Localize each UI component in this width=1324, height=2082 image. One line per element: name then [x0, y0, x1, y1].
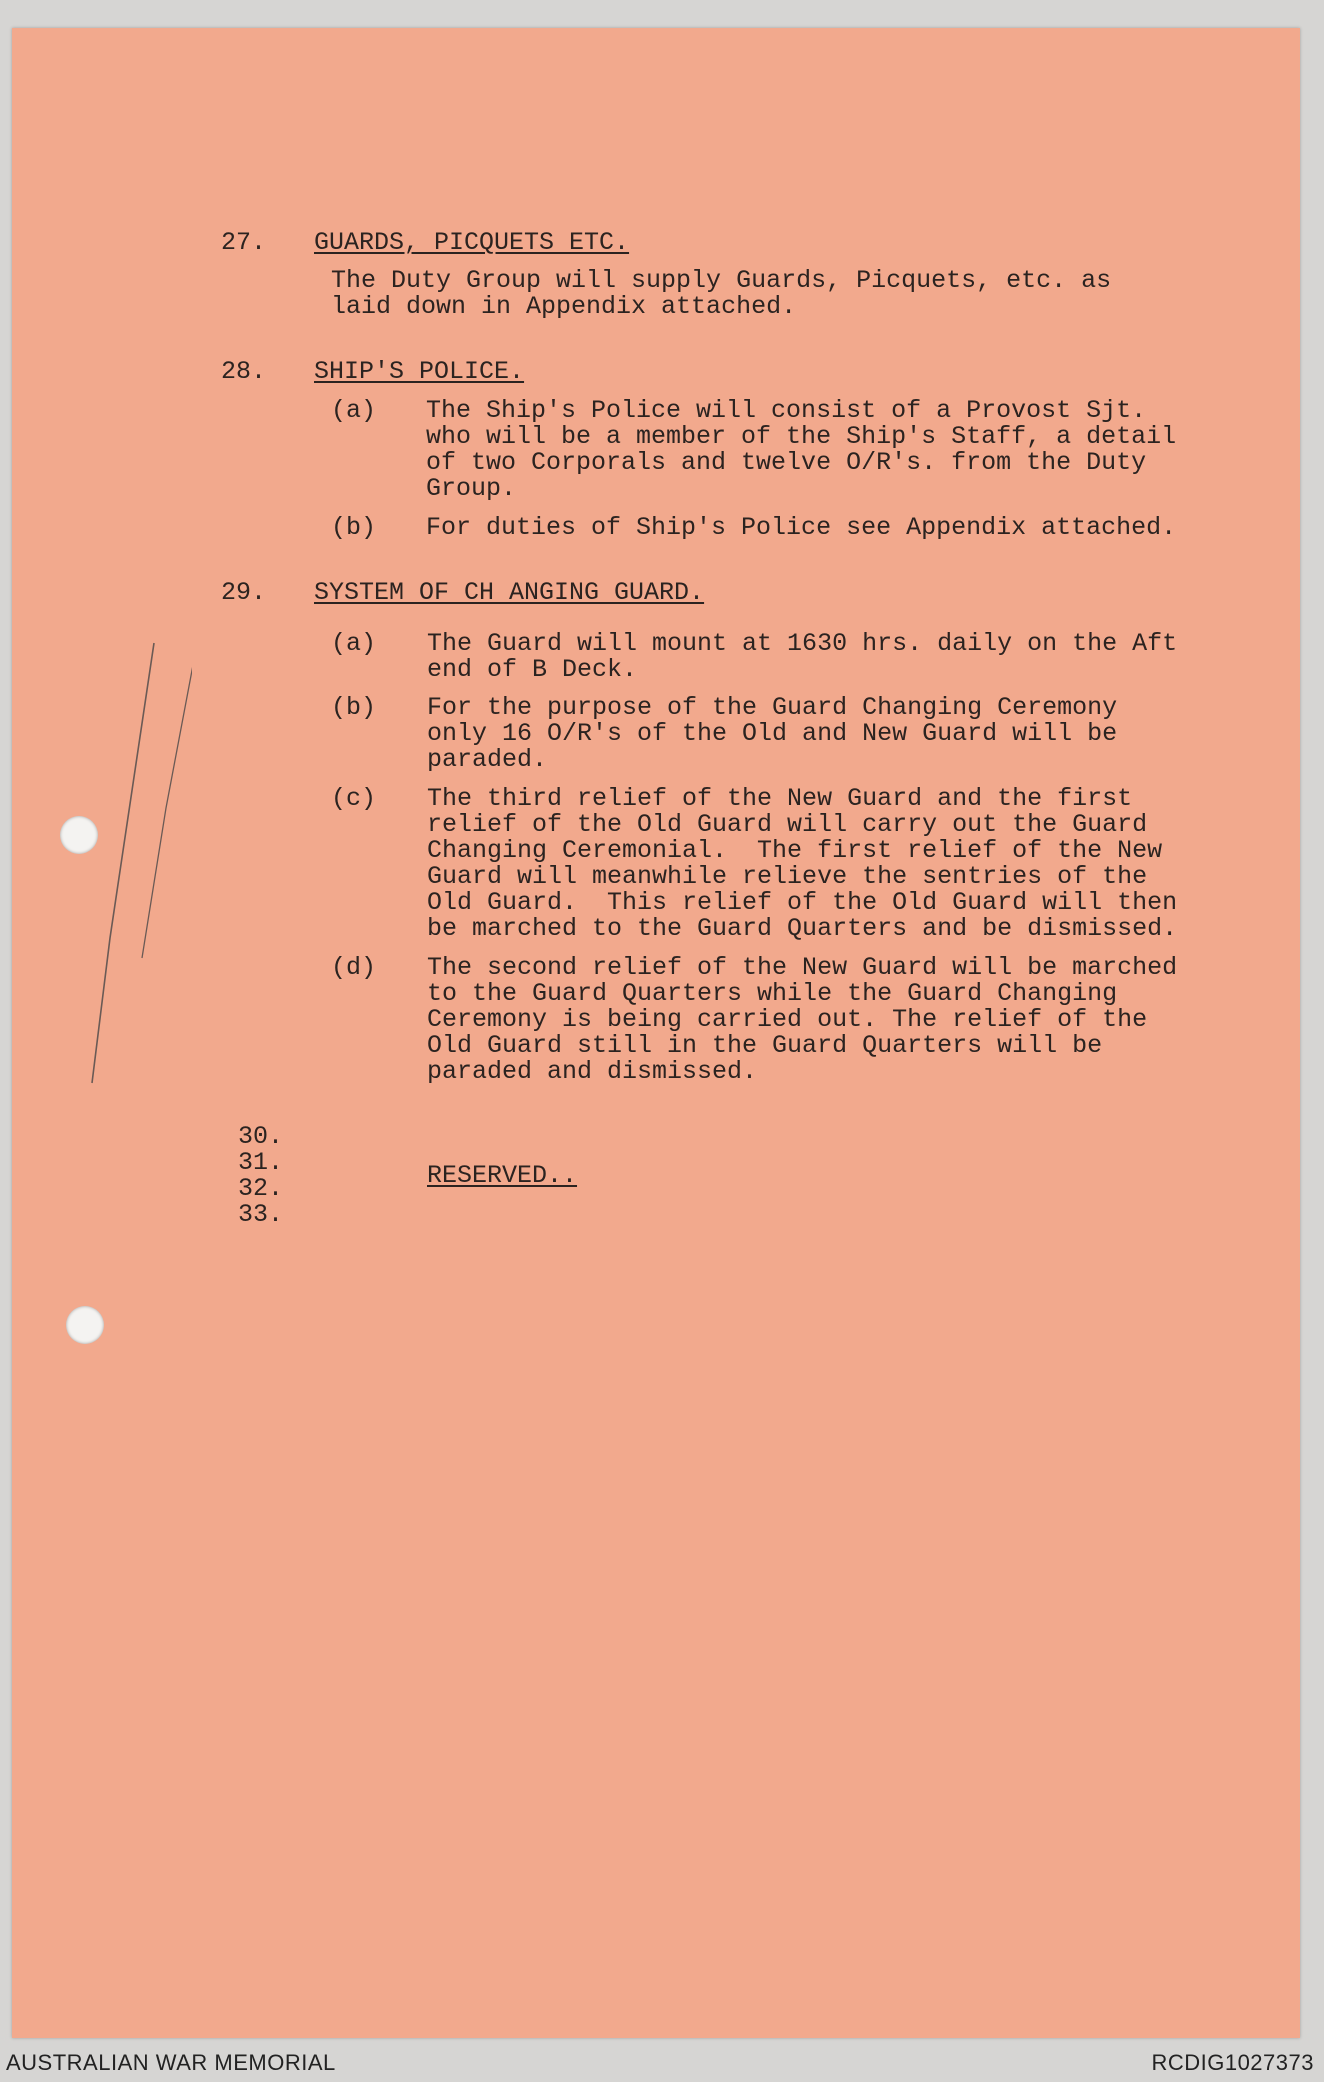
item-text: [426, 515, 1176, 541]
item-label: (a): [331, 629, 377, 658]
item-line: be marched to the Guard Quarters and be dismissed.: [427, 914, 1178, 943]
item-line: For duties of Ship's Police see Appendix attached.: [426, 513, 1177, 542]
item-text: [427, 695, 1117, 773]
item-text: [427, 631, 1177, 683]
item-line: of two Corporals and twelve O/R's. from the Duty: [426, 448, 1147, 477]
pencil-mark-icon: [72, 628, 192, 1088]
section-body: [331, 268, 1111, 320]
item-label: (c): [331, 784, 377, 813]
item-text: [426, 398, 1176, 502]
section-heading: GUARDS, PICQUETS ETC.: [314, 228, 630, 257]
item-line: The Guard will mount at 1630 hrs. daily on the Aft: [427, 629, 1178, 658]
item-line: For the purpose of the Guard Changing Ceremony: [427, 693, 1118, 722]
section-number: 29.: [221, 578, 267, 607]
item-line: paraded and dismissed.: [427, 1057, 758, 1086]
footer-right: RCDIG1027373: [1151, 2050, 1314, 2075]
item-line: relief of the Old Guard will carry out the Guard: [427, 810, 1148, 839]
punch-hole-bottom: [66, 1306, 104, 1344]
reserved-number: 30.: [238, 1122, 284, 1151]
reserved-label: RESERVED..: [427, 1161, 578, 1190]
footer-left: AUSTRALIAN WAR MEMORIAL: [6, 2050, 336, 2075]
item-label: (d): [331, 953, 377, 982]
item-label: (a): [331, 396, 377, 425]
body-line: The Duty Group will supply Guards, Picquets, etc. as: [331, 266, 1112, 295]
section-number: 28.: [221, 357, 267, 386]
item-line: to the Guard Quarters while the Guard Changing: [427, 979, 1118, 1008]
section-heading: SHIP'S POLICE.: [314, 357, 525, 386]
item-line: Guard will meanwhile relieve the sentries of the: [427, 862, 1148, 891]
item-line: The Ship's Police will consist of a Provost Sjt.: [426, 396, 1147, 425]
item-text: [427, 786, 1177, 942]
item-line: who will be a member of the Ship's Staff, a detail: [426, 422, 1177, 451]
item-line: Old Guard still in the Guard Quarters will be: [427, 1031, 1103, 1060]
item-line: paraded.: [427, 745, 548, 774]
section-number: 27.: [221, 228, 267, 257]
item-line: Ceremony is being carried out. The relief of the: [427, 1005, 1148, 1034]
reserved-number: 32.: [238, 1174, 284, 1203]
item-line: The third relief of the New Guard and the first: [427, 784, 1133, 813]
item-line: only 16 O/R's of the Old and New Guard will be: [427, 719, 1118, 748]
item-label: (b): [331, 513, 377, 542]
item-line: Group.: [426, 474, 517, 503]
item-line: Old Guard. This relief of the Old Guard will then: [427, 888, 1178, 917]
body-line: laid down in Appendix attached.: [331, 292, 797, 321]
item-text: [427, 955, 1177, 1085]
item-line: end of B Deck.: [427, 655, 638, 684]
reserved-number: 31.: [238, 1148, 284, 1177]
reserved-numbers: [238, 1124, 283, 1228]
item-label: (b): [331, 693, 377, 722]
item-line: Changing Ceremonial. The first relief of the New: [427, 836, 1163, 865]
reserved-number: 33.: [238, 1200, 284, 1229]
item-line: The second relief of the New Guard will be marched: [427, 953, 1178, 982]
section-heading: SYSTEM OF CH ANGING GUARD.: [314, 578, 705, 607]
